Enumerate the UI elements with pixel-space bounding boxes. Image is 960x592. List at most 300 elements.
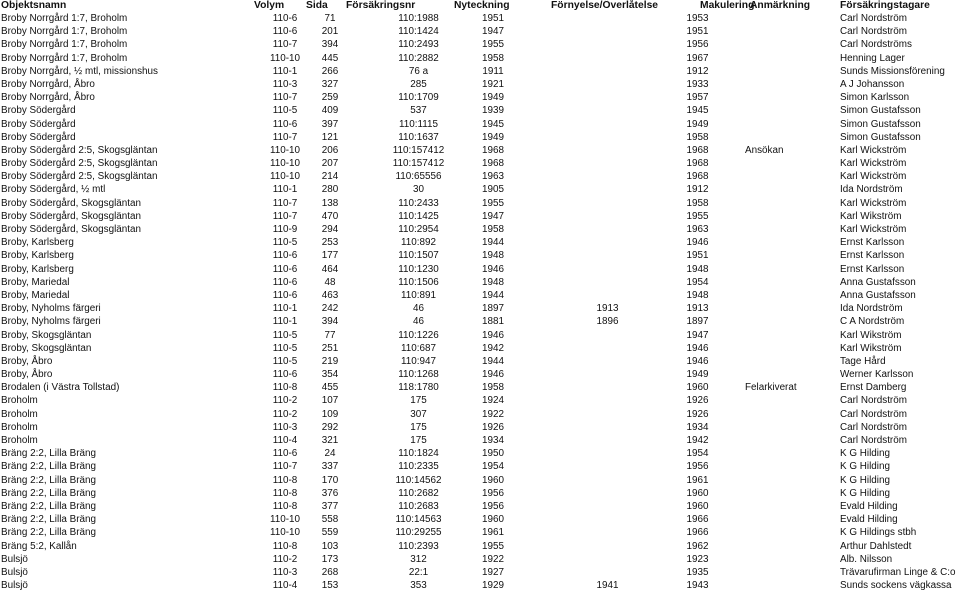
cell-makulering[interactable]: 1947 [686,329,709,341]
table-row[interactable] [0,408,960,421]
cell-forsakringsnr[interactable]: 110:1709 [398,92,439,104]
cell-forsakringstagare[interactable]: Ernst Damberg [840,382,907,394]
cell-nyteckning[interactable]: 1955 [482,197,504,209]
cell-makulering[interactable]: 1951 [686,250,709,262]
cell-sida[interactable]: 71 [324,13,336,24]
cell-sida[interactable]: 463 [321,289,339,301]
table-row[interactable] [0,104,960,117]
cell-makulering[interactable]: 1933 [686,78,709,90]
cell-sida[interactable]: 219 [321,355,339,367]
cell-nyteckning[interactable]: 1946 [482,329,504,341]
cell-objektsnamn[interactable]: Broholm [1,435,38,446]
cell-nyteckning[interactable]: 1939 [482,105,504,117]
cell-nyteckning[interactable]: 1958 [482,52,504,64]
cell-sida[interactable]: 558 [321,514,339,526]
table-row[interactable] [0,579,960,592]
cell-makulering[interactable]: 1960 [686,500,709,512]
cell-forsakringsnr[interactable]: 175 [410,421,427,433]
table-row[interactable] [0,315,960,328]
cell-forsakringsnr[interactable]: 353 [410,580,427,592]
cell-nyteckning[interactable]: 1927 [482,566,504,578]
cell-forsakringsnr[interactable]: 110:1115 [399,118,438,130]
cell-nyteckning[interactable]: 1921 [482,78,504,90]
cell-nyteckning[interactable]: 1947 [482,210,504,222]
table-row[interactable] [0,460,960,473]
cell-forsakringstagare[interactable]: K G Hilding [840,487,890,499]
cell-sida[interactable]: 201 [321,26,339,38]
cell-forsakringstagare[interactable]: Tage Hård [840,355,886,367]
table-row[interactable] [0,355,960,368]
cell-nyteckning[interactable]: 1924 [482,395,504,407]
table-row[interactable] [0,183,960,196]
table-row[interactable] [0,78,960,91]
cell-forsakringsnr[interactable]: 76 a [408,65,429,77]
cell-makulering[interactable]: 1951 [686,26,709,38]
cell-volym[interactable]: 110-7 [272,131,298,143]
cell-nyteckning[interactable]: 1948 [482,276,504,288]
cell-objektsnamn[interactable]: Broby, Åbro [1,355,53,367]
cell-volym[interactable]: 110-8 [272,382,298,394]
table-row[interactable] [0,118,960,131]
cell-volym[interactable]: 110-2 [272,395,298,407]
cell-sida[interactable]: 455 [321,382,339,394]
cell-sida[interactable]: 24 [324,448,336,460]
table-row[interactable] [0,197,960,210]
cell-forsakringsnr[interactable]: 110:1424 [398,26,439,38]
cell-nyteckning[interactable]: 1946 [482,369,504,381]
cell-volym[interactable]: 110-8 [272,540,298,552]
cell-forsakringstagare[interactable]: Ernst Karlsson [840,263,905,275]
cell-anmarkning[interactable]: Felarkiverat [745,382,797,394]
cell-objektsnamn[interactable]: Broby Norrgård 1:7, Broholm [1,52,128,64]
cell-volym[interactable]: 110-10 [269,171,300,183]
cell-sida[interactable]: 321 [321,435,339,446]
table-row[interactable] [0,12,960,25]
cell-makulering[interactable]: 1954 [686,448,709,460]
cell-forsakringstagare[interactable]: Carl Nordström [840,395,907,407]
cell-forsakringsnr[interactable]: 110:1988 [398,13,439,24]
cell-objektsnamn[interactable]: Broby Södergård 2:5, Skogsgläntan [1,158,158,170]
cell-volym[interactable]: 110-5 [272,329,298,341]
cell-objektsnamn[interactable]: Broby Södergård, Skogsgläntan [1,210,141,222]
cell-makulering[interactable]: 1942 [686,435,709,446]
cell-nyteckning[interactable]: 1960 [482,474,504,486]
cell-forsakringstagare[interactable]: K G Hilding [840,448,890,460]
cell-volym[interactable]: 110-3 [272,566,298,578]
cell-volym[interactable]: 110-6 [272,369,298,381]
cell-volym[interactable]: 110-5 [272,342,298,354]
cell-forsakringstagare[interactable]: Karl Wikström [840,329,902,341]
cell-sida[interactable]: 268 [321,566,339,578]
cell-makulering[interactable]: 1960 [686,382,709,394]
cell-nyteckning[interactable]: 1968 [482,144,504,156]
cell-makulering[interactable]: 1945 [686,105,709,117]
cell-forsakringstagare[interactable]: K G Hilding [840,474,890,486]
cell-sida[interactable]: 121 [321,131,339,143]
cell-forsakringsnr[interactable]: 307 [410,408,427,420]
cell-sida[interactable]: 242 [321,303,339,315]
cell-forsakringsnr[interactable]: 110:1637 [398,131,439,143]
cell-forsakringstagare[interactable]: K G Hildings stbh [840,527,917,539]
cell-objektsnamn[interactable]: Broby Södergård 2:5, Skogsgläntan [1,144,158,156]
cell-forsakringsnr[interactable]: 46 [413,316,424,328]
column-header-forsakringsnr[interactable]: Försäkringsnr [346,0,416,11]
cell-nyteckning[interactable]: 1961 [482,527,504,539]
table-row[interactable] [0,500,960,513]
column-header-sida[interactable]: Sida [306,0,328,11]
table-row[interactable] [0,91,960,104]
cell-sida[interactable]: 207 [321,158,339,170]
cell-sida[interactable]: 464 [321,263,339,275]
cell-makulering[interactable]: 1955 [686,210,709,222]
cell-nyteckning[interactable]: 1951 [482,13,504,24]
cell-forsakringstagare[interactable]: Carl Nordström [840,13,907,24]
cell-nyteckning[interactable]: 1911 [482,65,504,77]
cell-volym[interactable]: 110-10 [269,158,300,170]
cell-forsakringsnr[interactable]: 110:1824 [398,448,439,460]
table-row[interactable] [0,540,960,553]
table-row[interactable] [0,526,960,539]
cell-makulering[interactable]: 1954 [686,276,709,288]
cell-sida[interactable]: 253 [321,237,339,249]
cell-objektsnamn[interactable]: Broby, Nyholms färgeri [1,303,101,315]
cell-objektsnamn[interactable]: Broby Norrgård 1:7, Broholm [1,39,128,51]
cell-volym[interactable]: 110-6 [272,13,298,24]
table-row[interactable] [0,447,960,460]
cell-nyteckning[interactable]: 1968 [482,158,504,170]
cell-forsakringsnr[interactable]: 110:29255 [395,527,442,539]
cell-objektsnamn[interactable]: Broby, Åbro [1,369,53,381]
cell-makulering[interactable]: 1968 [686,158,709,170]
cell-forsakringstagare[interactable]: Ida Nordström [840,184,903,196]
cell-makulering[interactable]: 1956 [686,461,709,473]
cell-nyteckning[interactable]: 1954 [482,461,504,473]
cell-volym[interactable]: 110-7 [272,92,298,104]
cell-objektsnamn[interactable]: Broby Södergård, ½ mtl [1,184,106,196]
cell-objektsnamn[interactable]: Broby, Mariedal [1,276,70,288]
cell-objektsnamn[interactable]: Bräng 2:2, Lilla Bräng [1,514,96,526]
cell-forsakringstagare[interactable]: Evald Hilding [840,500,898,512]
column-header-volym[interactable]: Volym [254,0,285,11]
cell-nyteckning[interactable]: 1944 [482,289,504,301]
cell-forsakringstagare[interactable]: Karl Wikström [840,342,902,354]
cell-forsakringsnr[interactable]: 110:1230 [398,263,439,275]
cell-objektsnamn[interactable]: Bräng 2:2, Lilla Bräng [1,500,96,512]
table-row[interactable] [0,144,960,157]
cell-makulering[interactable]: 1912 [686,184,709,196]
cell-nyteckning[interactable]: 1881 [482,316,504,328]
cell-nyteckning[interactable]: 1947 [482,26,504,38]
table-row[interactable] [0,553,960,566]
column-header-fornyelse[interactable]: Förnyelse/Överlåtelse [551,0,659,11]
cell-nyteckning[interactable]: 1958 [482,224,504,235]
cell-sida[interactable]: 292 [321,421,339,433]
cell-objektsnamn[interactable]: Broby Södergård, Skogsgläntan [1,224,141,235]
cell-forsakringsnr[interactable]: 175 [410,395,427,407]
cell-makulering[interactable]: 1968 [686,171,709,183]
cell-nyteckning[interactable]: 1934 [482,435,504,446]
cell-forsakringstagare[interactable]: Karl Wickström [840,197,907,209]
cell-forsakringsnr[interactable]: 110:1268 [398,369,439,381]
cell-forsakringsnr[interactable]: 175 [410,435,427,446]
cell-volym[interactable]: 110-1 [272,65,298,77]
cell-forsakringsnr[interactable]: 537 [410,105,427,117]
cell-nyteckning[interactable]: 1946 [482,263,504,275]
cell-forsakringsnr[interactable]: 110:157412 [392,158,445,170]
table-row[interactable] [0,263,960,276]
cell-objektsnamn[interactable]: Broby Norrgård 1:7, Broholm [1,26,128,38]
cell-volym[interactable]: 110-7 [272,197,298,209]
cell-forsakringstagare[interactable]: Carl Nordströms [840,39,912,51]
cell-forsakringstagare[interactable]: Ida Nordström [840,303,903,315]
cell-makulering[interactable]: 1966 [686,527,709,539]
cell-makulering[interactable]: 1948 [686,289,709,301]
cell-makulering[interactable]: 1958 [686,197,709,209]
cell-nyteckning[interactable]: 1922 [482,408,504,420]
cell-forsakringstagare[interactable]: Karl Wickström [840,171,907,183]
cell-forsakringstagare[interactable]: Carl Nordström [840,421,907,433]
cell-forsakringstagare[interactable]: Karl Wikström [840,210,902,222]
cell-volym[interactable]: 110-5 [272,237,298,249]
cell-forsakringstagare[interactable]: Evald Hilding [840,514,898,526]
cell-forsakringsnr[interactable]: 110:65556 [395,171,442,183]
column-header-objektsnamn[interactable]: Objektsnamn [1,0,67,11]
table-row[interactable] [0,52,960,65]
cell-volym[interactable]: 110-2 [272,553,298,565]
cell-objektsnamn[interactable]: Bräng 5:2, Kallån [1,540,77,552]
cell-makulering[interactable]: 1946 [686,342,709,354]
cell-volym[interactable]: 110-6 [272,250,298,262]
cell-fornyelse[interactable]: 1941 [596,580,619,592]
cell-forsakringsnr[interactable]: 110:14563 [395,514,442,526]
cell-makulering[interactable]: 1967 [686,52,709,64]
column-header-nyteckning[interactable]: Nyteckning [454,0,510,11]
cell-makulering[interactable]: 1912 [686,65,709,77]
cell-forsakringstagare[interactable]: Anna Gustafsson [840,276,916,288]
cell-makulering[interactable]: 1963 [686,224,709,235]
cell-objektsnamn[interactable]: Broby, Mariedal [1,289,70,301]
cell-nyteckning[interactable]: 1955 [482,540,504,552]
table-row[interactable] [0,289,960,302]
cell-forsakringstagare[interactable]: Simon Gustafsson [840,118,921,130]
cell-forsakringstagare[interactable]: C A Nordström [840,316,905,328]
cell-volym[interactable]: 110-7 [272,39,298,51]
cell-objektsnamn[interactable]: Broby, Skogsgläntan [1,329,92,341]
cell-sida[interactable]: 138 [321,197,339,209]
cell-forsakringsnr[interactable]: 110:1507 [398,250,439,262]
cell-forsakringstagare[interactable]: Karl Wickström [840,224,907,235]
cell-nyteckning[interactable]: 1944 [482,355,504,367]
cell-objektsnamn[interactable]: Broby, Karlsberg [1,263,74,275]
cell-objektsnamn[interactable]: Bräng 2:2, Lilla Bräng [1,487,96,499]
cell-sida[interactable]: 337 [321,461,339,473]
cell-forsakringsnr[interactable]: 46 [413,303,424,315]
cell-forsakringsnr[interactable]: 110:2493 [398,39,439,51]
cell-volym[interactable]: 110-8 [272,474,298,486]
cell-sida[interactable]: 266 [321,65,339,77]
cell-objektsnamn[interactable]: Broby, Nyholms färgeri [1,316,101,328]
cell-makulering[interactable]: 1949 [686,369,709,381]
cell-nyteckning[interactable]: 1963 [482,171,504,183]
table-row[interactable] [0,421,960,434]
cell-volym[interactable]: 110-10 [269,514,300,526]
cell-makulering[interactable]: 1958 [686,131,709,143]
cell-forsakringsnr[interactable]: 110:2683 [398,500,439,512]
table-row[interactable] [0,25,960,38]
cell-makulering[interactable]: 1962 [686,540,709,552]
cell-volym[interactable]: 110-2 [272,408,298,420]
table-row[interactable] [0,236,960,249]
cell-forsakringsnr[interactable]: 118:1780 [398,382,439,394]
cell-anmarkning[interactable]: Ansökan [745,144,784,156]
cell-volym[interactable]: 110-9 [272,224,298,235]
cell-makulering[interactable]: 1913 [686,303,709,315]
cell-nyteckning[interactable]: 1929 [482,580,504,592]
cell-forsakringsnr[interactable]: 110:891 [401,289,436,301]
cell-forsakringsnr[interactable]: 110:1506 [398,276,439,288]
cell-volym[interactable]: 110-10 [269,144,300,156]
cell-makulering[interactable]: 1946 [686,355,709,367]
cell-forsakringsnr[interactable]: 22:1 [408,566,429,578]
cell-volym[interactable]: 110-6 [272,276,298,288]
cell-objektsnamn[interactable]: Broby, Karlsberg [1,250,74,262]
table-row[interactable] [0,342,960,355]
cell-objektsnamn[interactable]: Broby Södergård [1,118,76,130]
column-header-anmarkning[interactable]: Anmärkning [750,0,811,11]
cell-nyteckning[interactable]: 1960 [482,514,504,526]
cell-forsakringsnr[interactable]: 110:687 [401,342,436,354]
cell-forsakringstagare[interactable]: Simon Gustafsson [840,131,921,143]
cell-forsakringsnr[interactable]: 110:892 [401,237,436,249]
cell-nyteckning[interactable]: 1922 [482,553,504,565]
cell-objektsnamn[interactable]: Bräng 2:2, Lilla Bräng [1,448,96,460]
cell-makulering[interactable]: 1949 [686,118,709,130]
cell-volym[interactable]: 110-5 [272,105,298,117]
cell-forsakringstagare[interactable]: Alb. Nilsson [840,553,893,565]
cell-objektsnamn[interactable]: Broby Norrgård, Åbro [1,78,95,90]
cell-objektsnamn[interactable]: Broholm [1,408,38,420]
table-row[interactable] [0,513,960,526]
cell-nyteckning[interactable]: 1949 [482,92,504,104]
cell-forsakringstagare[interactable]: Carl Nordström [840,26,907,38]
cell-volym[interactable]: 110-7 [272,210,298,222]
cell-nyteckning[interactable]: 1945 [482,118,504,130]
cell-makulering[interactable]: 1957 [686,92,709,104]
cell-sida[interactable]: 214 [321,171,339,183]
cell-sida[interactable]: 177 [321,250,339,262]
cell-objektsnamn[interactable]: Broby Norrgård, ½ mtl, missionshus [1,65,158,77]
cell-sida[interactable]: 470 [321,210,339,222]
cell-sida[interactable]: 109 [321,408,339,420]
cell-volym[interactable]: 110-6 [272,289,298,301]
table-row[interactable] [0,487,960,500]
cell-volym[interactable]: 110-7 [272,461,298,473]
cell-sida[interactable]: 354 [321,369,339,381]
cell-objektsnamn[interactable]: Broby Södergård 2:5, Skogsgläntan [1,171,158,183]
cell-makulering[interactable]: 1926 [686,408,709,420]
cell-sida[interactable]: 445 [321,52,339,64]
cell-fornyelse[interactable]: 1913 [596,303,619,315]
cell-nyteckning[interactable]: 1956 [482,487,504,499]
cell-makulering[interactable]: 1961 [686,474,709,486]
cell-sida[interactable]: 559 [321,527,339,539]
cell-forsakringstagare[interactable]: A J Johansson [840,78,905,90]
table-row[interactable] [0,65,960,78]
cell-sida[interactable]: 206 [321,144,339,156]
cell-sida[interactable]: 251 [321,342,339,354]
cell-objektsnamn[interactable]: Broby Norrgård, Åbro [1,92,95,104]
cell-forsakringsnr[interactable]: 110:2433 [398,197,439,209]
cell-nyteckning[interactable]: 1905 [482,184,504,196]
cell-forsakringstagare[interactable]: Sunds Missionsförening [840,65,945,77]
cell-sida[interactable]: 103 [321,540,339,552]
table-row[interactable] [0,302,960,315]
cell-makulering[interactable]: 1968 [686,144,709,156]
cell-sida[interactable]: 409 [321,105,339,117]
table-row[interactable] [0,170,960,183]
cell-forsakringstagare[interactable]: Karl Wickström [840,158,907,170]
cell-makulering[interactable]: 1934 [686,421,709,433]
cell-objektsnamn[interactable]: Broby Södergård, Skogsgläntan [1,197,141,209]
cell-forsakringstagare[interactable]: Karl Wickström [840,144,907,156]
table-row[interactable] [0,131,960,144]
cell-objektsnamn[interactable]: Broby, Karlsberg [1,237,74,249]
cell-nyteckning[interactable]: 1897 [482,303,504,315]
cell-objektsnamn[interactable]: Brodalen (i Västra Tollstad) [1,382,120,394]
column-header-makulering[interactable]: Makulering [700,0,755,11]
cell-forsakringstagare[interactable]: Carl Nordström [840,435,907,446]
cell-volym[interactable]: 110-1 [272,303,298,315]
cell-fornyelse[interactable]: 1896 [596,316,619,328]
cell-nyteckning[interactable]: 1958 [482,382,504,394]
cell-objektsnamn[interactable]: Bräng 2:2, Lilla Bräng [1,461,96,473]
cell-volym[interactable]: 110-10 [269,527,300,539]
column-header-forsakringstagare[interactable]: Försäkringstagare [840,0,930,11]
cell-makulering[interactable]: 1956 [686,39,709,51]
cell-forsakringsnr[interactable]: 110:1425 [398,210,439,222]
cell-forsakringstagare[interactable]: Carl Nordström [840,408,907,420]
cell-sida[interactable]: 170 [321,474,339,486]
cell-objektsnamn[interactable]: Broby Norrgård 1:7, Broholm [1,13,128,24]
cell-forsakringsnr[interactable]: 110:2954 [398,224,439,235]
cell-nyteckning[interactable]: 1950 [482,448,504,460]
table-row[interactable] [0,210,960,223]
cell-sida[interactable]: 394 [321,316,339,328]
cell-volym[interactable]: 110-8 [272,487,298,499]
cell-forsakringsnr[interactable]: 110:2682 [398,487,439,499]
cell-sida[interactable]: 77 [324,329,336,341]
table-row[interactable] [0,329,960,342]
cell-volym[interactable]: 110-6 [272,263,298,275]
cell-forsakringsnr[interactable]: 110:2393 [398,540,439,552]
cell-volym[interactable]: 110-3 [272,78,298,90]
table-row[interactable] [0,223,960,236]
cell-nyteckning[interactable]: 1942 [482,342,504,354]
cell-forsakringstagare[interactable]: Werner Karlsson [840,369,914,381]
cell-forsakringstagare[interactable]: Sunds sockens vägkassa [840,580,952,592]
cell-objektsnamn[interactable]: Bräng 2:2, Lilla Bräng [1,474,96,486]
table-row[interactable] [0,38,960,51]
cell-nyteckning[interactable]: 1949 [482,131,504,143]
table-row[interactable] [0,157,960,170]
table-row[interactable] [0,368,960,381]
cell-volym[interactable]: 110-8 [272,500,298,512]
cell-volym[interactable]: 110-6 [272,26,298,38]
table-row[interactable] [0,474,960,487]
cell-makulering[interactable]: 1953 [686,13,709,24]
cell-volym[interactable]: 110-4 [272,580,298,592]
cell-sida[interactable]: 394 [321,39,339,51]
